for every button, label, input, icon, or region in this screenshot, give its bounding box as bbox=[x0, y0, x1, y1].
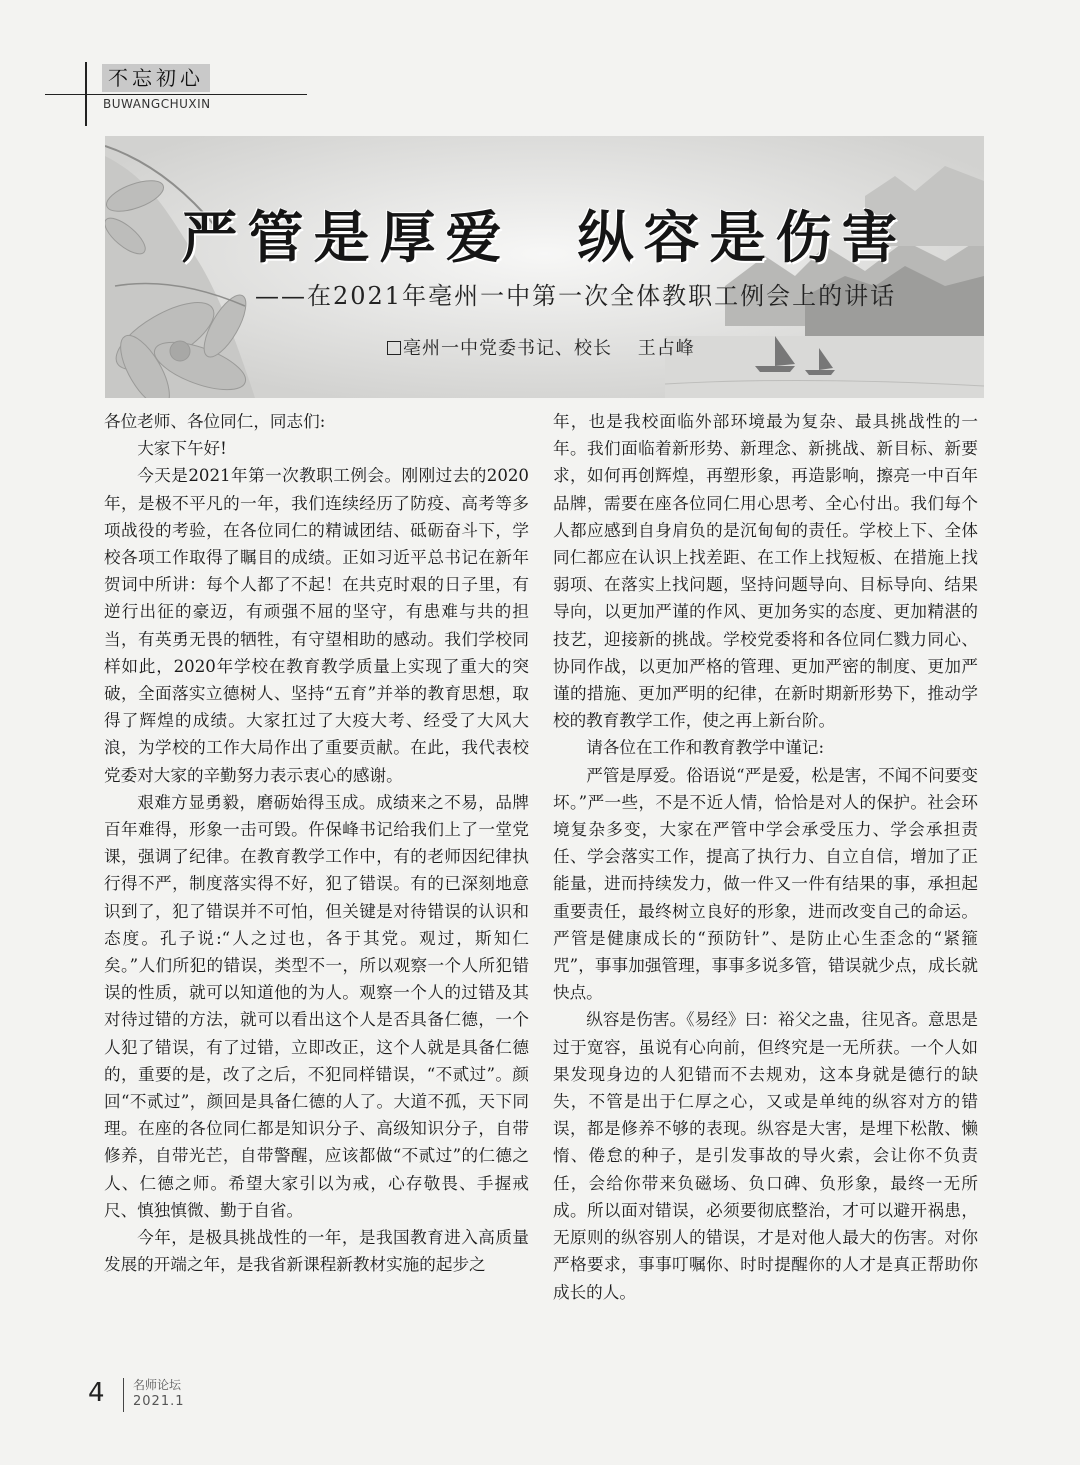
body-paragraph: 今天是2021年第一次教职工例会。刚刚过去的2020年，是极不平凡的一年，我们连续经历了防疫、高考等多项战役的考验，在各位同仁的精诚团结、砥砺奋斗下，学校各项工作取得了瞩目的成绩。正如习近平总书记在新年贺词中所讲：每个人都了不起！在共克时艰的日子里，有逆行出征的豪迈，有顽强不屈的坚守，有患难与共的担当，有英勇无畏的牺牲，有守望相助的感动。我们学校同样如此，2020年学校在教育教学质量上实现了重大的突破，全面落实立德树人、坚持“五育”并举的教育思想，取得了辉煌的成绩。大家扛过了大疫大考、经受了大风大浪，为学校的工作大局作出了重要贡献。在此，我代表校党委对大家的辛勤努力表示衷心的感谢。 bbox=[104, 466, 529, 785]
square-bullet-icon bbox=[387, 341, 401, 355]
body-paragraph: 请各位在工作和教育教学中谨记: bbox=[586, 738, 825, 758]
section-label: 不忘初心 bbox=[102, 64, 210, 92]
body-paragraph: 艰难方显勇毅，磨砺始得玉成。成绩来之不易，品牌百年难得，形象一击可毁。仵保峰书记给我们上了一堂党课，强调了纪律。在教育教学工作中，有的老师因纪律执行得不严，制度落实得不好，犯了错误。有的已深刻地意识到了，犯了错误并不可怕，但关键是对待错误的认识和态度。孔子说:“人之过也，各于其党。观过，斯知仁矣。”人们所犯的错误，类型不一，所以观察一个人所犯错误的性质，就可以知道他的为人。观察一个人的过错及其对待过错的方法，就可以看出这个人是否具备仁德，一个人犯了错误，有了过错，立即改正，这个人就是具备仁德的，重要的是，改了之后，不犯同样错误，“不贰过”。颜回“不贰过”，颜回是具备仁德的人了。大道不孤，天下同理。在座的各位同仁都是知识分子、高级知识分子，自带修养，自带光芒，自带警醒，应该都做“不贰过”的仁德之人、仁德之师。希望大家引以为戒，心存敬畏、手握戒尺、慎独慎微、勤于自省。 bbox=[104, 792, 529, 1220]
article-author bbox=[387, 334, 695, 360]
header-horizontal-rule bbox=[45, 94, 307, 95]
page-number: 4 bbox=[88, 1378, 105, 1408]
body-paragraph: 今年，是极具挑战性的一年，是我国教育进入高质量发展的开端之年，是我省新课程新教材实施的起步之 bbox=[104, 1228, 529, 1275]
journal-issue: 2021.1 bbox=[133, 1394, 185, 1409]
body-paragraph: 严管是厚爱。俗语说“严是爱，松是害，不闻不问要变坏。”严一些，不是不近人情，恰恰是对人的保护。社会环境复杂多变，大家在严管中学会承受压力、学会承担责任、学会落实工作，提高了执行力、自立自信，增加了正能量，进而持续发力，做一件又一件有结果的事，承担起重要责任，最终树立良好的形象，进而改变自己的命运。严管是健康成长的“预防针”、是防止心生歪念的“紧箍咒”，事事加强管理，事事多说多管，错误就少点，成长就快点。 bbox=[553, 765, 978, 1003]
section-pinyin: BUWANGCHUXIN bbox=[103, 97, 211, 111]
greeting: 大家下午好! bbox=[137, 439, 227, 459]
article-title: 严管是厚爱 纵容是伤害 bbox=[181, 205, 908, 271]
body-paragraph: 纵容是伤害。《易经》曰：裕父之蛊，往见吝。意思是过于宽容，虽说有心向前，但终究是一无所获。一个人如果发现身边的人犯错而不去规劝，这本身就是德行的缺失，不管是出于仁厚之心，又或是单纯的纵容对方的错误，都是修养不够的表现。纵容是大害，是埋下松散、懒惰、倦怠的种子，是引发事故的导火索，会让你不负责任，会给你带来负磁场、负口碑、负形象，最终一无所成。所以面对错误，必须要彻底整治，才可以避开祸患，无原则的纵容别人的错误，才是对他人最大的伤害。对你严格要求，事事叮嘱你、时时提醒你的人才是真正帮助你成长的人。 bbox=[553, 1010, 978, 1302]
salutation: 各位老师、各位同仁，同志们: bbox=[104, 412, 326, 431]
left-column bbox=[104, 408, 529, 1279]
body-paragraph-continued: 年，也是我校面临外部环境最为复杂、最具挑战性的一年。我们面临着新形势、新理念、新挑战、新目标、新要求，如何再创辉煌，再塑形象，再造影响，擦亮一中百年品牌，需要在座各位同仁用心思考、全心付出。我们每个人都应感到自身肩负的是沉甸甸的责任。学校上下、全体同仁都应在认识上找差距、在工作上找短板、在措施上找弱项、在落实上找问题，坚持问题导向、目标导向、结果导向，以更加严谨的作风、更加务实的态度、更加精湛的技艺，迎接新的挑战。学校党委将和各位同仁戮力同心、协同作战，以更加严格的管理、更加严密的制度、更加严谨的措施、更加严明的纪律，在新时期新形势下，推动学校的教育教学工作，使之再上新台阶。 bbox=[553, 412, 978, 731]
journal-name: 名师论坛 bbox=[133, 1378, 182, 1392]
author-text: 亳州一中党委书记、校长 王占峰 bbox=[403, 338, 695, 359]
article-subtitle: ——在2021年亳州一中第一次全体教职工例会上的讲话 bbox=[255, 282, 897, 310]
title-banner bbox=[105, 136, 984, 398]
footer-divider bbox=[123, 1378, 124, 1412]
right-column bbox=[553, 408, 978, 1306]
